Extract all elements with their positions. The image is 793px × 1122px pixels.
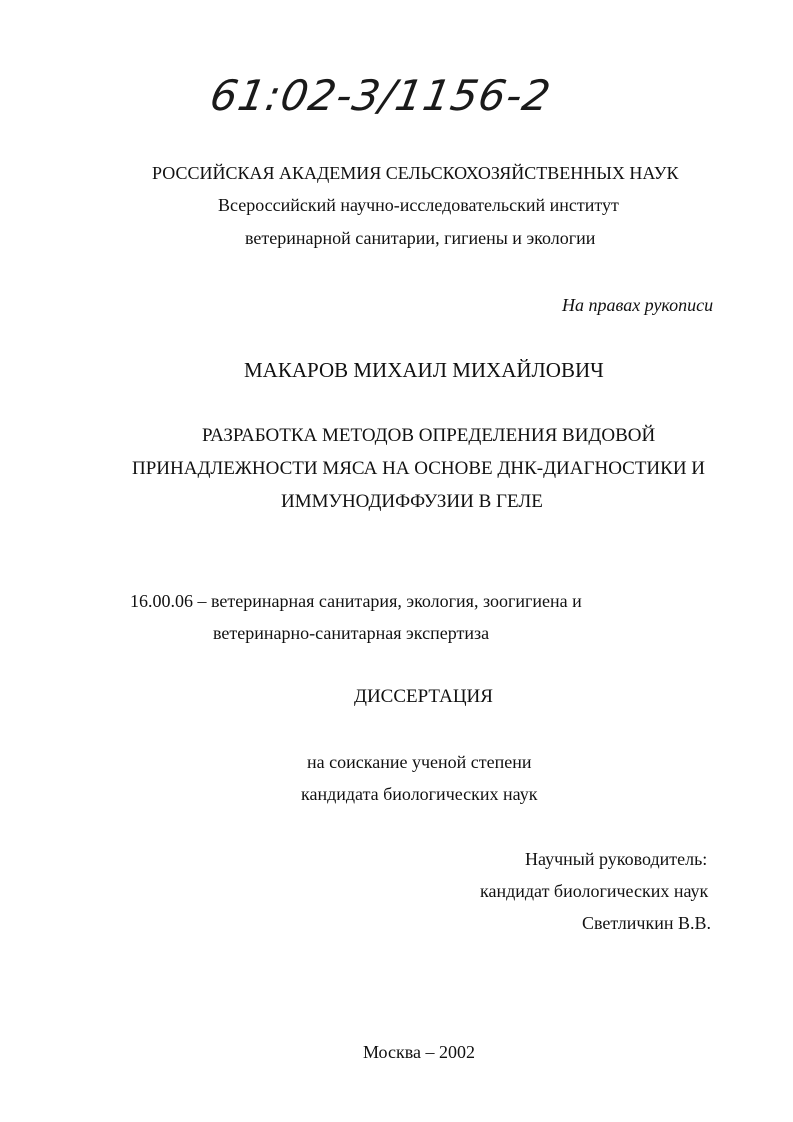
academy-name: РОССИЙСКАЯ АКАДЕМИЯ СЕЛЬСКОХОЗЯЙСТВЕННЫХ НАУК xyxy=(152,163,679,183)
specialty-line-2: ветеринарно-санитарная экспертиза xyxy=(213,623,490,643)
degree-line-1: на соискание ученой степени xyxy=(307,752,532,772)
institute-line-2: ветеринарной санитарии, гигиены и экологии xyxy=(245,228,596,248)
manuscript-note: На правах рукописи xyxy=(562,295,714,315)
place-and-year: Москва – 2002 xyxy=(363,1042,475,1062)
title-line-1: РАЗРАБОТКА МЕТОДОВ ОПРЕДЕЛЕНИЯ ВИДОВОЙ xyxy=(202,425,656,446)
supervisor-degree: кандидат биологических наук xyxy=(480,881,709,901)
archive-mark-text: 61:02-3/1156-2 xyxy=(206,71,555,120)
handwritten-mark-graphic xyxy=(206,66,555,126)
document-type: ДИССЕРТАЦИЯ xyxy=(354,686,493,707)
supervisor-label: Научный руководитель: xyxy=(525,849,708,869)
degree-line-2: кандидата биологических наук xyxy=(301,784,538,804)
title-line-3: ИММУНОДИФФУЗИИ В ГЕЛЕ xyxy=(281,491,543,512)
institute-line-1: Всероссийский научно-исследовательский институт xyxy=(218,195,619,215)
supervisor-name: Светличкин В.В. xyxy=(582,913,711,933)
handwritten-archive-mark xyxy=(206,66,555,126)
author-name: МАКАРОВ МИХАИЛ МИХАЙЛОВИЧ xyxy=(244,358,604,382)
specialty-line-1: 16.00.06 – ветеринарная санитария, экология, зоогигиена и xyxy=(130,591,582,611)
title-line-2: ПРИНАДЛЕЖНОСТИ МЯСА НА ОСНОВЕ ДНК-ДИАГНОСТИКИ И xyxy=(132,458,706,479)
